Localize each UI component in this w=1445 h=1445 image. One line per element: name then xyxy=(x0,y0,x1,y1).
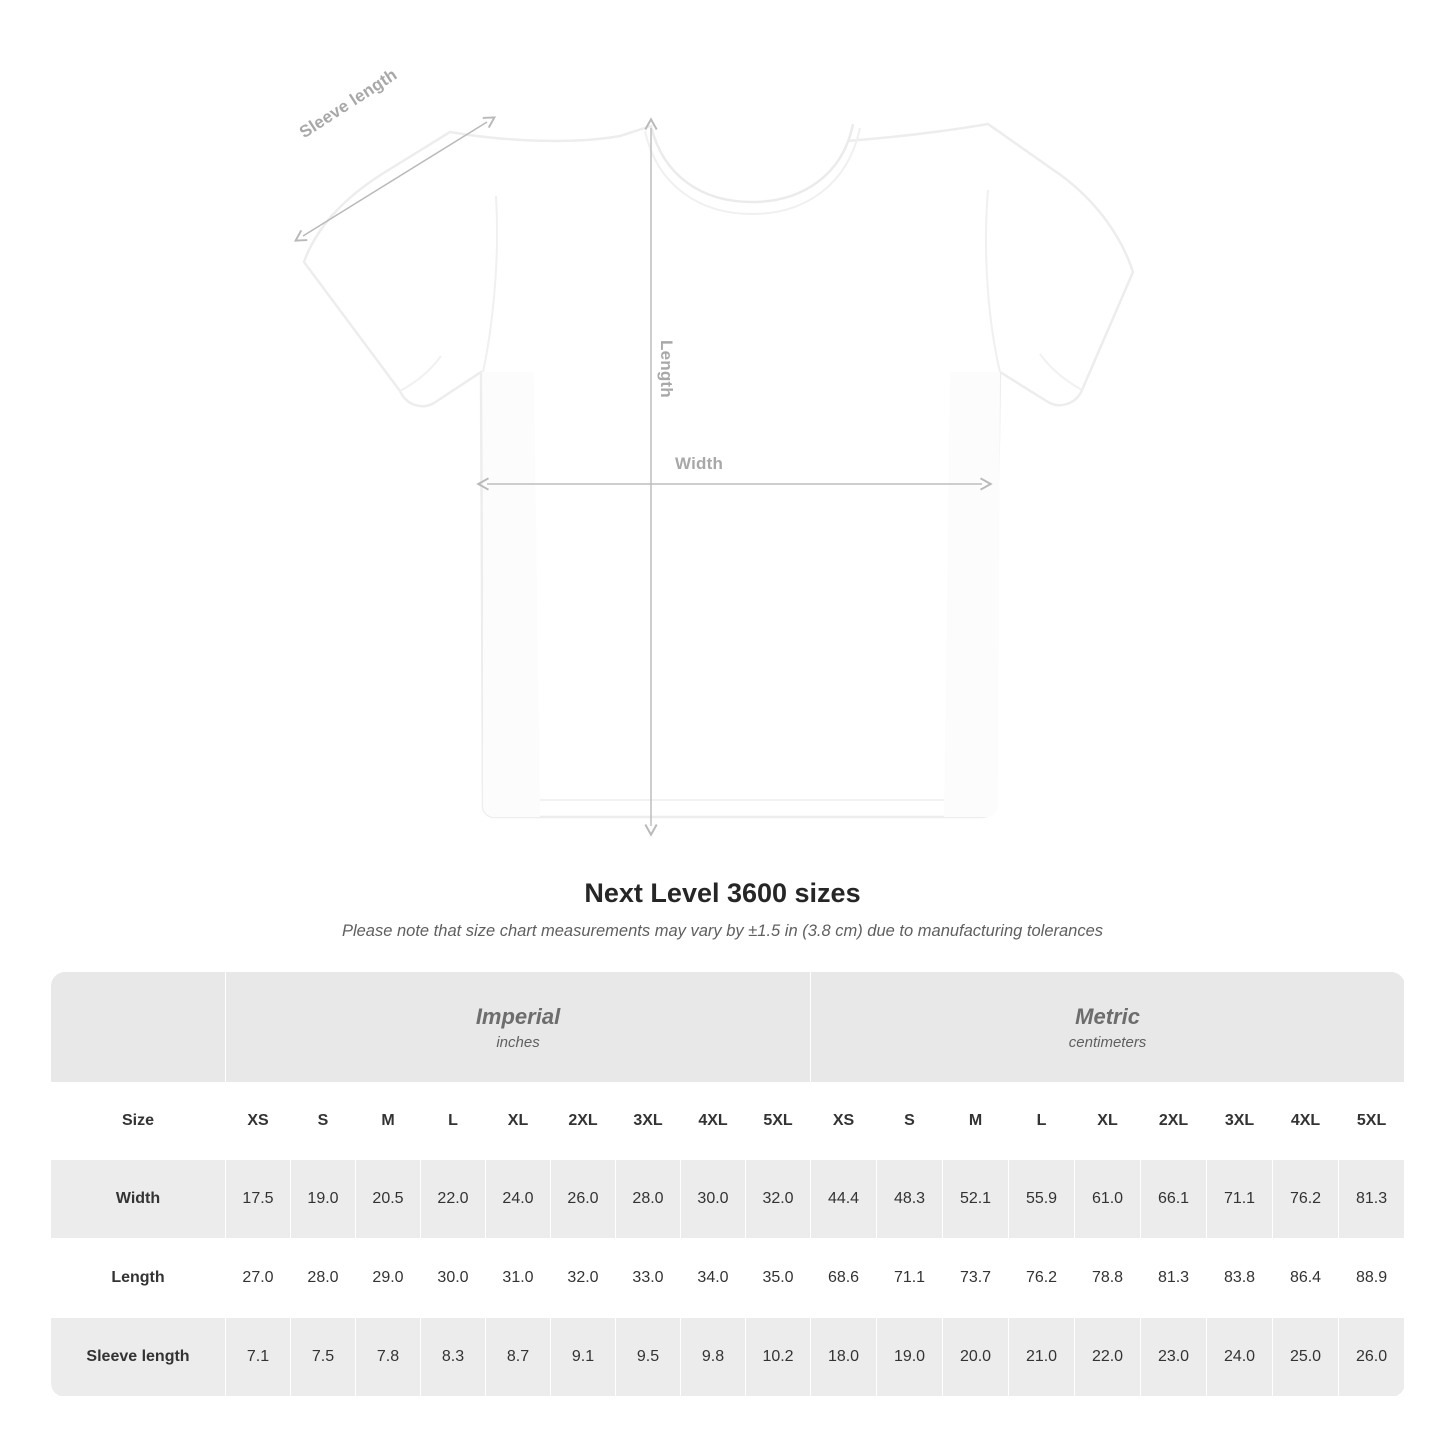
cell-width-imperial-xl: 24.0 xyxy=(486,1160,551,1239)
unit-group-imperial-unit: inches xyxy=(496,1033,540,1051)
cell-length-imperial-s: 28.0 xyxy=(291,1239,356,1318)
size-header-metric-2xl: 2XL xyxy=(1141,1083,1207,1160)
cell-sleeve-imperial-5xl: 10.2 xyxy=(746,1318,811,1397)
cell-sleeve-imperial-s: 7.5 xyxy=(291,1318,356,1397)
cell-length-imperial-3xl: 33.0 xyxy=(616,1239,681,1318)
cell-sleeve-metric-xs: 18.0 xyxy=(811,1318,877,1397)
size-header-metric-4xl: 4XL xyxy=(1273,1083,1339,1160)
cell-sleeve-imperial-xl: 8.7 xyxy=(486,1318,551,1397)
length-label: Length xyxy=(657,340,676,398)
cell-width-metric-l: 55.9 xyxy=(1009,1160,1075,1239)
unit-group-metric-unit: centimeters xyxy=(1068,1033,1147,1051)
cell-length-imperial-4xl: 34.0 xyxy=(681,1239,746,1318)
cell-sleeve-metric-5xl: 26.0 xyxy=(1339,1318,1405,1397)
cell-width-metric-4xl: 76.2 xyxy=(1273,1160,1339,1239)
cell-length-imperial-xl: 31.0 xyxy=(486,1239,551,1318)
size-header-imperial-xs: XS xyxy=(226,1083,291,1160)
cell-width-metric-2xl: 66.1 xyxy=(1141,1160,1207,1239)
size-header-imperial-m: M xyxy=(356,1083,421,1160)
cell-sleeve-imperial-2xl: 9.1 xyxy=(551,1318,616,1397)
size-header-metric-m: M xyxy=(943,1083,1009,1160)
size-header-row xyxy=(51,1083,1405,1160)
size-table-wrapper xyxy=(50,971,1395,1397)
size-header-imperial-4xl: 4XL xyxy=(681,1083,746,1160)
cell-sleeve-imperial-l: 8.3 xyxy=(421,1318,486,1397)
cell-sleeve-imperial-m: 7.8 xyxy=(356,1318,421,1397)
cell-sleeve-metric-xl: 22.0 xyxy=(1075,1318,1141,1397)
cell-sleeve-metric-3xl: 24.0 xyxy=(1207,1318,1273,1397)
unit-group-imperial xyxy=(226,972,811,1083)
cell-width-imperial-l: 22.0 xyxy=(421,1160,486,1239)
sleeve-length-label: Sleeve length xyxy=(296,64,401,142)
page-subtitle: Please note that size chart measurements may vary by ±1.5 in (3.8 cm) due to manufacturing tolerances xyxy=(341,922,1104,940)
cell-width-imperial-3xl: 28.0 xyxy=(616,1160,681,1239)
size-header-metric-3xl: 3XL xyxy=(1207,1083,1273,1160)
cell-length-metric-xs: 68.6 xyxy=(811,1239,877,1318)
size-header-imperial-2xl: 2XL xyxy=(551,1083,616,1160)
table-row xyxy=(51,1318,1405,1397)
cell-width-metric-5xl: 81.3 xyxy=(1339,1160,1405,1239)
cell-sleeve-metric-2xl: 23.0 xyxy=(1141,1318,1207,1397)
cell-length-metric-l: 76.2 xyxy=(1009,1239,1075,1318)
cell-length-imperial-2xl: 32.0 xyxy=(551,1239,616,1318)
cell-sleeve-metric-4xl: 25.0 xyxy=(1273,1318,1339,1397)
size-header-metric-s: S xyxy=(877,1083,943,1160)
row-label-length: Length xyxy=(51,1239,226,1318)
size-header-imperial-s: S xyxy=(291,1083,356,1160)
unit-group-metric-name: Metric xyxy=(1075,1004,1140,1030)
cell-sleeve-metric-m: 20.0 xyxy=(943,1318,1009,1397)
cell-width-imperial-s: 19.0 xyxy=(291,1160,356,1239)
size-header-imperial-l: L xyxy=(421,1083,486,1160)
cell-width-metric-s: 48.3 xyxy=(877,1160,943,1239)
cell-width-metric-xl: 61.0 xyxy=(1075,1160,1141,1239)
cell-width-metric-xs: 44.4 xyxy=(811,1160,877,1239)
cell-sleeve-metric-s: 19.0 xyxy=(877,1318,943,1397)
size-header-imperial-3xl: 3XL xyxy=(616,1083,681,1160)
cell-length-metric-m: 73.7 xyxy=(943,1239,1009,1318)
unit-header-corner xyxy=(51,972,226,1083)
size-header-imperial-xl: XL xyxy=(486,1083,551,1160)
cell-sleeve-imperial-3xl: 9.5 xyxy=(616,1318,681,1397)
cell-length-metric-s: 71.1 xyxy=(877,1239,943,1318)
cell-length-imperial-m: 29.0 xyxy=(356,1239,421,1318)
cell-sleeve-imperial-xs: 7.1 xyxy=(226,1318,291,1397)
cell-width-imperial-2xl: 26.0 xyxy=(551,1160,616,1239)
table-row xyxy=(51,1239,1405,1318)
size-row-label: Size xyxy=(51,1083,226,1160)
cell-width-imperial-5xl: 32.0 xyxy=(746,1160,811,1239)
cell-width-metric-3xl: 71.1 xyxy=(1207,1160,1273,1239)
size-header-metric-xl: XL xyxy=(1075,1083,1141,1160)
unit-system-header-row xyxy=(51,972,1405,1083)
page-title: Next Level 3600 sizes xyxy=(584,878,861,908)
cell-length-metric-5xl: 88.9 xyxy=(1339,1239,1405,1318)
unit-group-imperial-name: Imperial xyxy=(475,1004,561,1030)
cell-length-metric-4xl: 86.4 xyxy=(1273,1239,1339,1318)
size-header-imperial-5xl: 5XL xyxy=(746,1083,811,1160)
size-header-metric-xs: XS xyxy=(811,1083,877,1160)
cell-length-metric-2xl: 81.3 xyxy=(1141,1239,1207,1318)
size-header-metric-l: L xyxy=(1009,1083,1075,1160)
row-label-width: Width xyxy=(51,1160,226,1239)
cell-width-imperial-xs: 17.5 xyxy=(226,1160,291,1239)
cell-length-metric-xl: 78.8 xyxy=(1075,1239,1141,1318)
table-row xyxy=(51,1160,1405,1239)
cell-width-imperial-m: 20.5 xyxy=(356,1160,421,1239)
cell-length-imperial-xs: 27.0 xyxy=(226,1239,291,1318)
row-label-sleeve-length: Sleeve length xyxy=(51,1318,226,1397)
size-header-metric-5xl: 5XL xyxy=(1339,1083,1405,1160)
width-label: Width xyxy=(675,454,724,473)
cell-sleeve-metric-l: 21.0 xyxy=(1009,1318,1075,1397)
cell-width-metric-m: 52.1 xyxy=(943,1160,1009,1239)
cell-length-metric-3xl: 83.8 xyxy=(1207,1239,1273,1318)
unit-group-metric xyxy=(811,972,1405,1083)
size-table xyxy=(50,971,1405,1397)
cell-width-imperial-4xl: 30.0 xyxy=(681,1160,746,1239)
cell-sleeve-imperial-4xl: 9.8 xyxy=(681,1318,746,1397)
cell-length-imperial-5xl: 35.0 xyxy=(746,1239,811,1318)
cell-length-imperial-l: 30.0 xyxy=(421,1239,486,1318)
